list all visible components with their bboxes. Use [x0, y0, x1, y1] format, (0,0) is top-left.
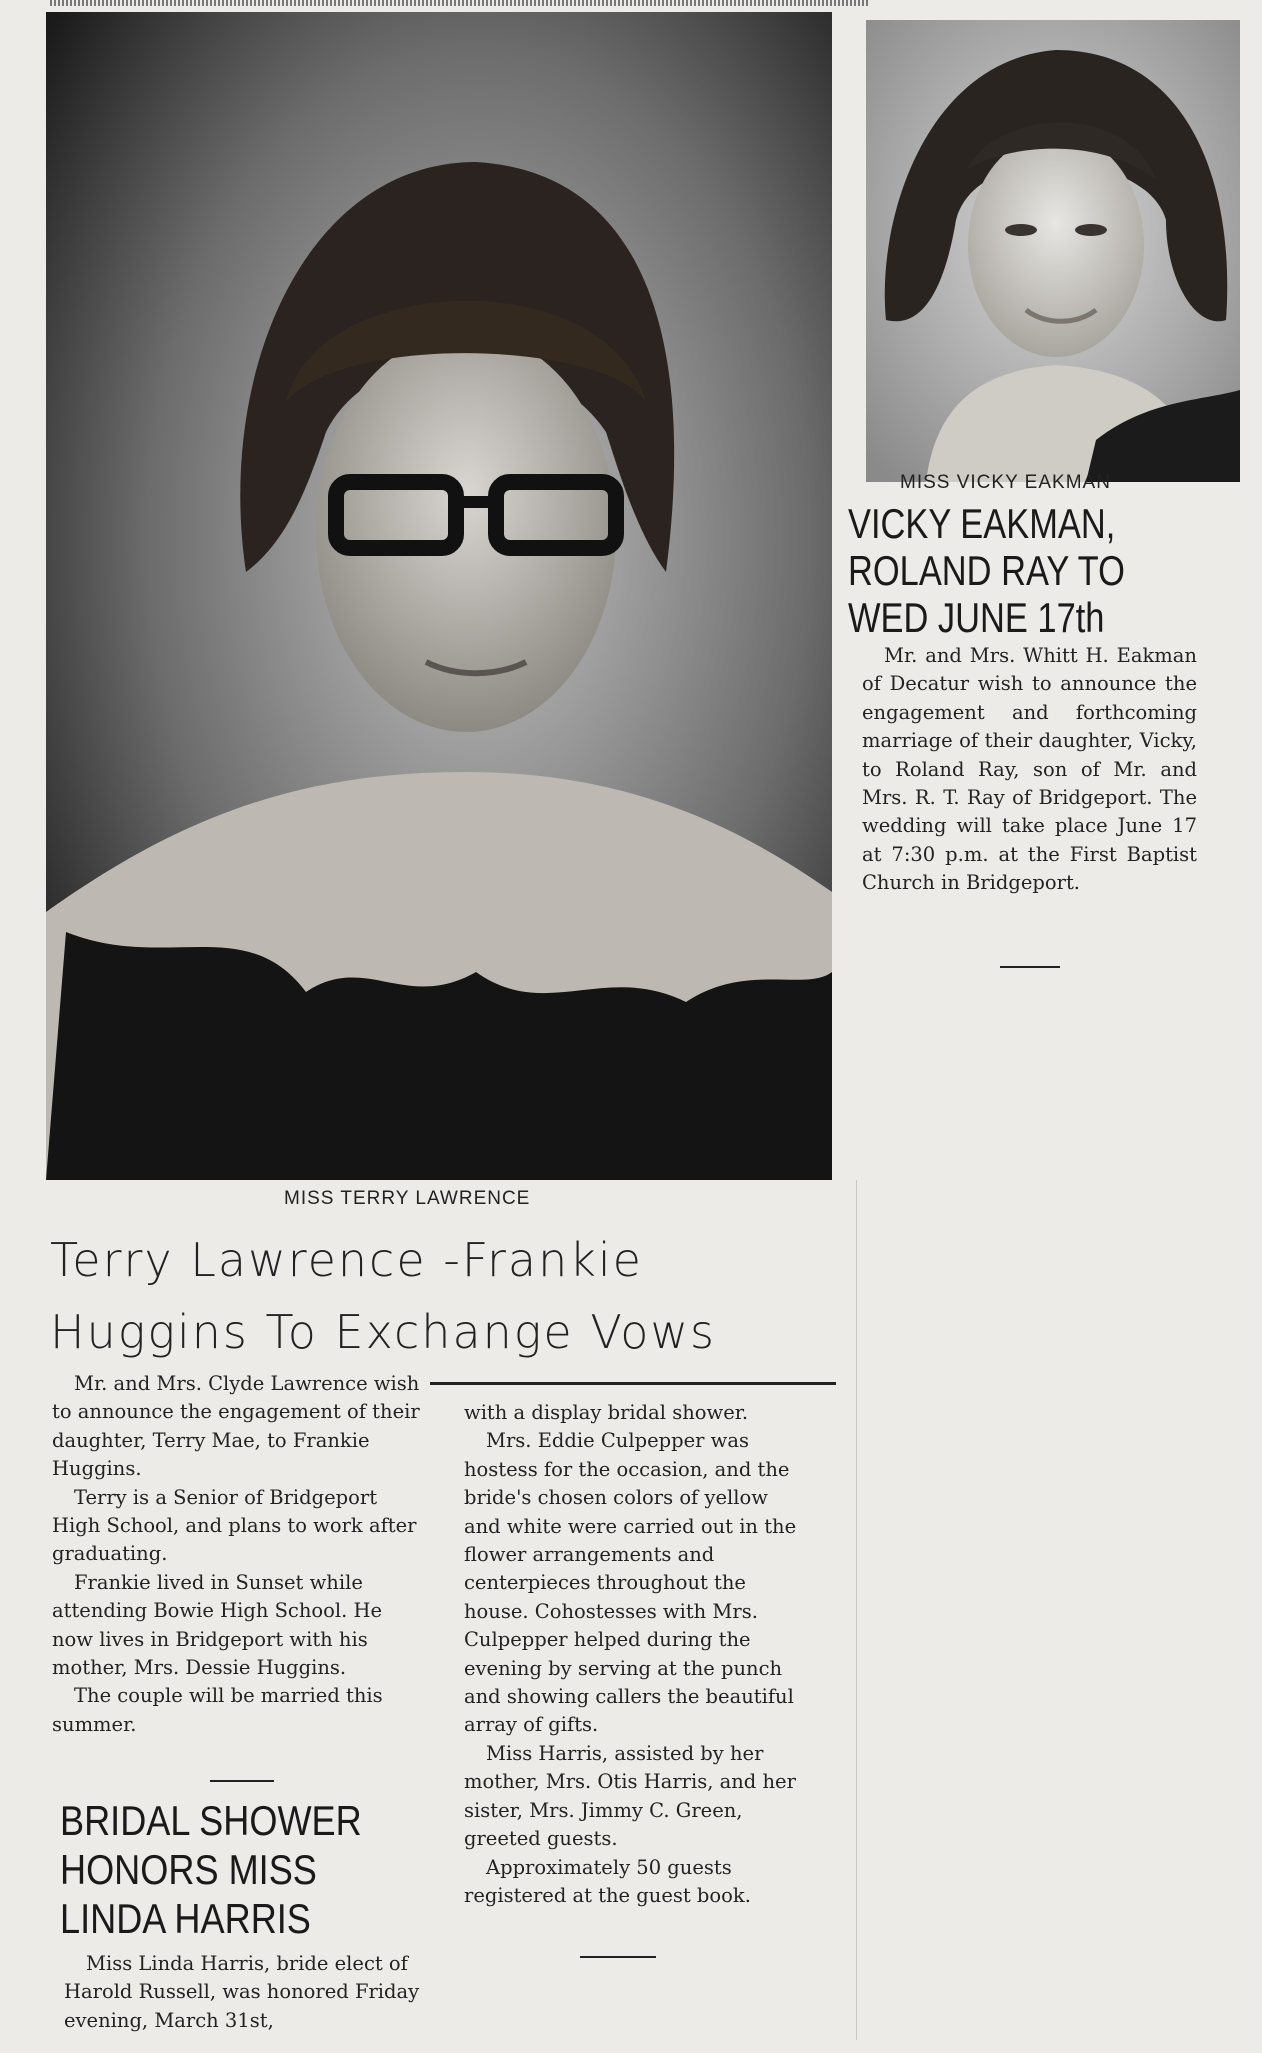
linda-headline [60, 1796, 387, 1943]
terry-headline [50, 1224, 716, 1368]
page-edge [50, 0, 870, 6]
vicky-headline [848, 500, 1127, 641]
paragraph: Mr. and Mrs. Clyde Lawrence wish to announce the engagement of their daughter, Terry Mae, to Frankie Huggins. [52, 1372, 420, 1481]
paragraph: Miss Harris, assisted by her mother, Mrs. Otis Harris, and her sister, Mrs. Jimmy C. Green, greeted guests. [464, 1741, 796, 1851]
headline-line: HONORS MISS [60, 1846, 317, 1893]
paragraph: with a display bridal shower. [464, 1401, 749, 1424]
headline-line: VICKY EAKMAN, [848, 500, 1116, 547]
headline-line: BRIDAL SHOWER [60, 1797, 362, 1844]
headline-line: LINDA HARRIS [60, 1895, 311, 1942]
terry-article-body [52, 1370, 424, 1739]
headline-rule [430, 1382, 836, 1385]
paragraph: Frankie lived in Sunset while attending Bowie High School. He now lives in Bridgeport with his mother, Mrs. Dessie Huggins. [52, 1570, 383, 1680]
terry-photo-caption: MISS TERRY LAWRENCE [284, 1188, 531, 1209]
section-divider [210, 1780, 274, 1782]
paragraph: Approximately 50 guests registered at the guest book. [464, 1855, 751, 1907]
section-divider [580, 1956, 656, 1958]
paragraph: Mr. and Mrs. Whitt H. Eakman of Decatur wish to announce the engagement and forthcoming marriage of their daughter, Vicky, to Roland Ray, son of Mr. and Mrs. R. T. Ray of Bridgeport. The wedding will take place June 17 at 7:30 p.m. at the First Baptist Church in Bridgeport. [862, 644, 1197, 895]
headline-line: WED JUNE 17th [848, 594, 1105, 642]
paragraph: Terry is a Senior of Bridgeport High School, and plans to work after graduating. [52, 1485, 417, 1566]
paragraph: Miss Linda Harris, bride elect of Harold Russell, was honored Friday evening, March 31st, [64, 1952, 420, 2032]
section-divider [1000, 966, 1060, 968]
vicky-photo-caption: MISS VICKY EAKMAN [900, 472, 1111, 493]
vicky-eakman-photo [866, 20, 1240, 482]
linda-article-body-start [64, 1950, 428, 2035]
linda-article-body-continued [464, 1399, 808, 1910]
paragraph: Mrs. Eddie Culpepper was hostess for the occasion, and the bride's chosen colors of yellow and white were carried out in the flower arrangements and centerpieces throughout the house. Cohostesses with Mrs. Culpepper helped during the evening by serving at the punch and showing callers the beautiful array of gifts. [464, 1429, 797, 1737]
paragraph: The couple will be married this summer. [52, 1684, 383, 1736]
headline-line: Huggins To Exchange Vows [50, 1305, 716, 1359]
terry-lawrence-photo [46, 12, 832, 1180]
column-rule [856, 1180, 857, 2040]
vicky-article-body [862, 642, 1197, 898]
headline-line: Terry Lawrence -Frankie [50, 1233, 643, 1287]
headline-line: ROLAND RAY TO [848, 547, 1125, 595]
